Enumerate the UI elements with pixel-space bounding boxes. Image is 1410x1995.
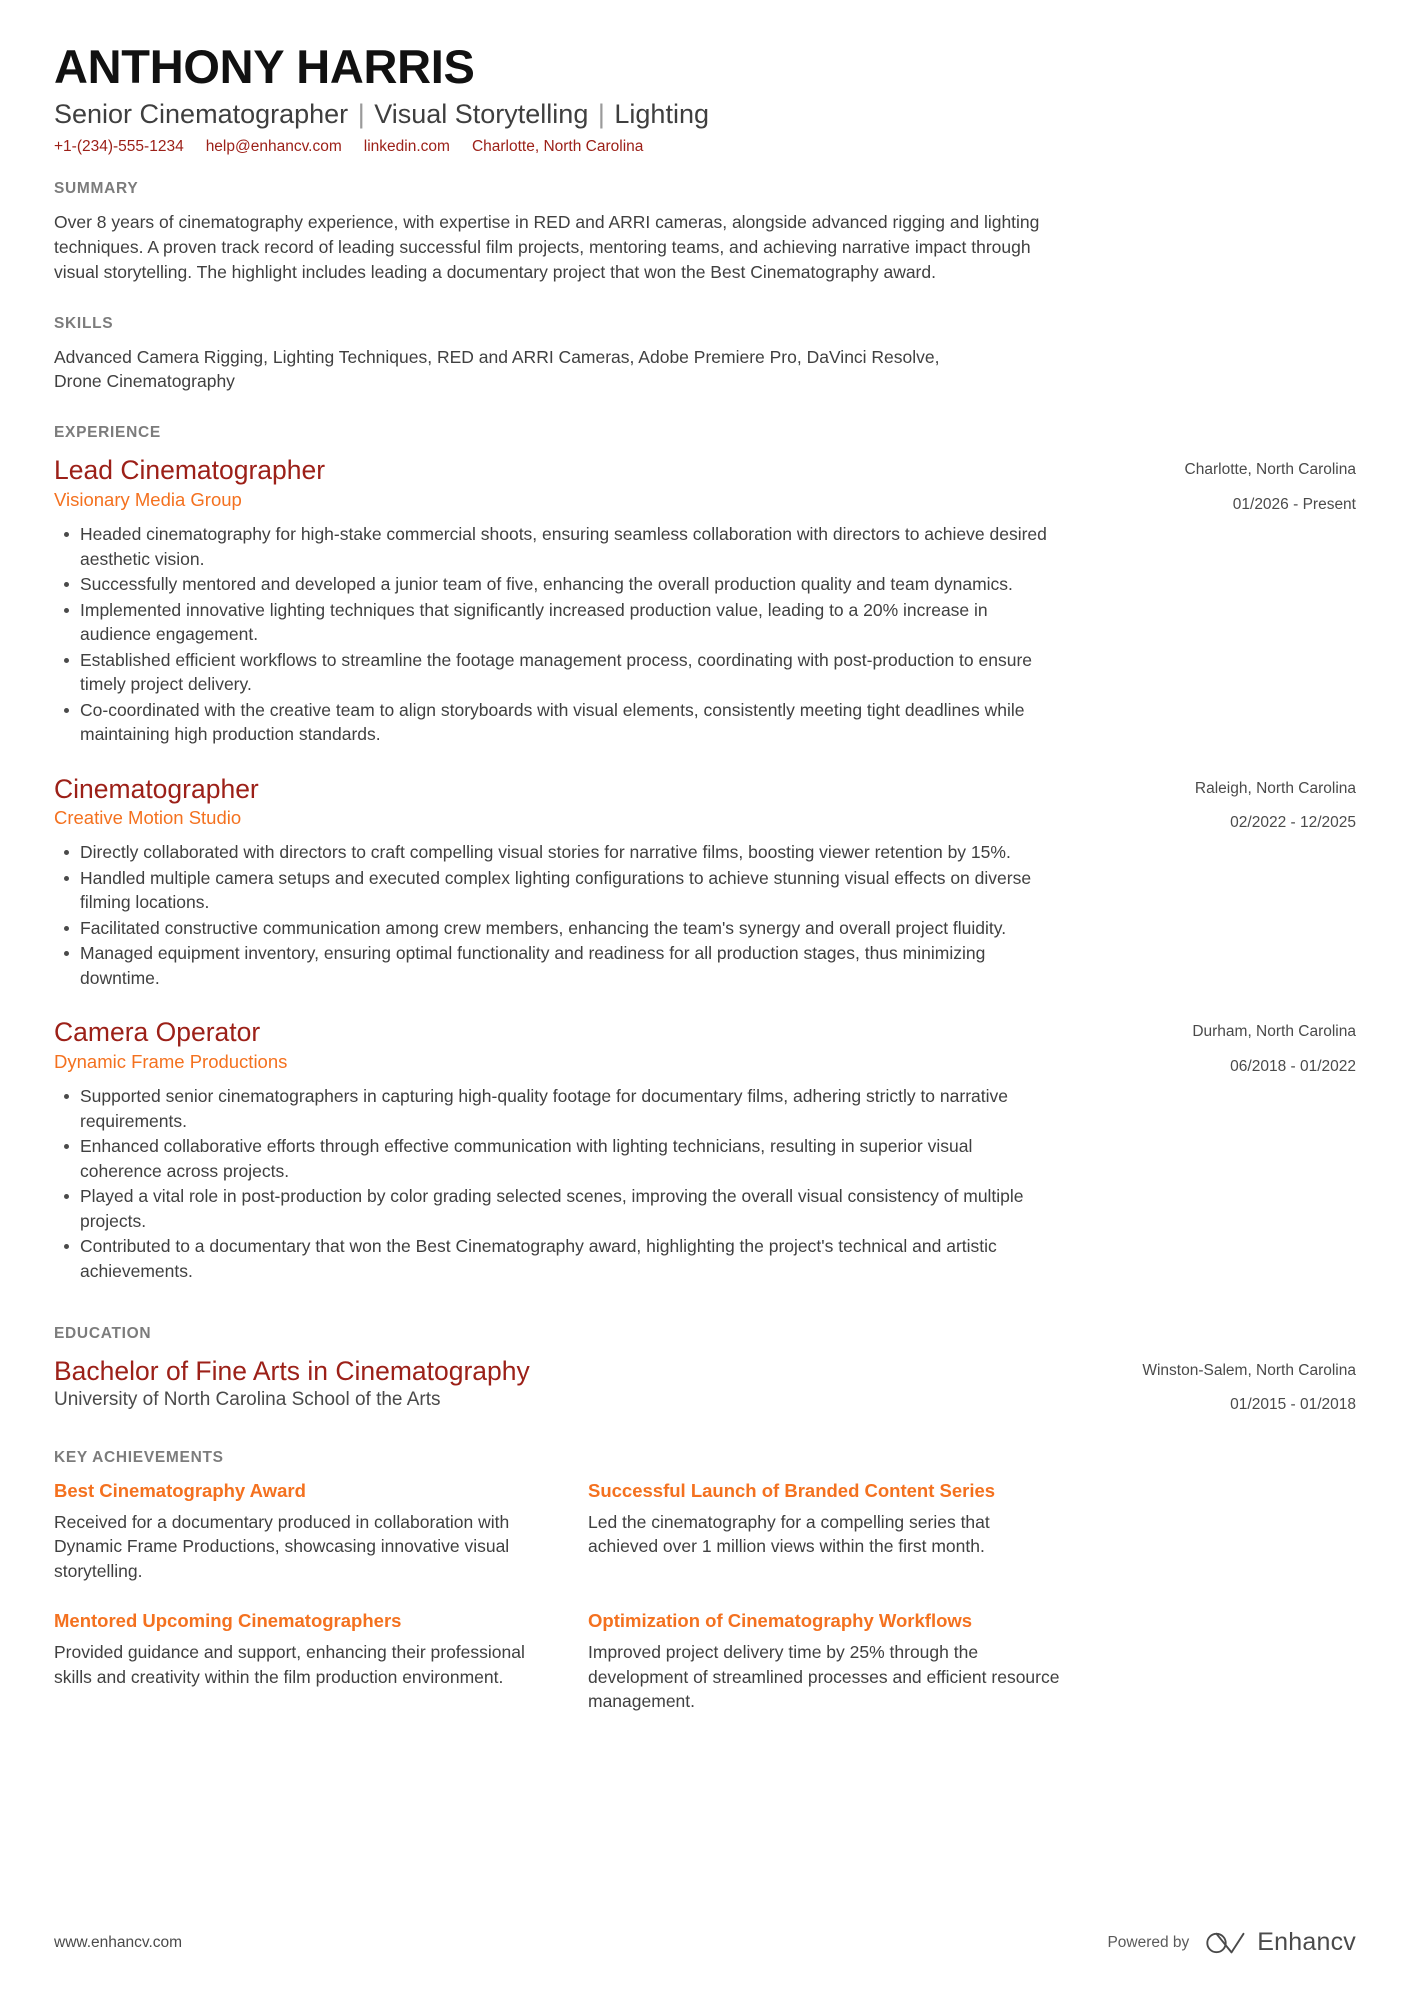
list-item: Contributed to a documentary that won the Best Cinematography award, highlighting the project's technical and artistic achievements. [54,1234,1054,1283]
enhancv-brand-name: Enhancv [1257,1928,1356,1956]
contact-row [54,138,1356,156]
experience-bullet-list [54,840,1356,990]
headline-part-0: Senior Cinematographer [54,98,349,129]
page-footer [54,1928,1356,1957]
list-item: Supported senior cinematographers in capturing high-quality footage for documentary films, adhering strictly to narrative requirements. [54,1084,1054,1133]
experience-entry-header [54,1016,1356,1076]
enhancv-infinity-logo-icon [1205,1930,1247,1956]
candidate-headline [54,98,1356,131]
powered-by-block [1107,1928,1356,1957]
list-item: Implemented innovative lighting techniques that significantly increased production value, leading to a 20% increase in audience engagement. [54,598,1054,647]
skills-text: Advanced Camera Rigging, Lighting Techniques, RED and ARRI Cameras, Adobe Premiere Pro, DaVinci Resolve, Drone Cinematography [54,346,940,392]
resume-header [54,40,1356,156]
experience-entry-header [54,454,1356,514]
experience-entry-header [54,773,1356,833]
experience-location: Durham, North Carolina [1192,1023,1356,1041]
list-item: Played a vital role in post-production by color grading selected scenes, improving the overall visual consistency of multiple projects. [54,1184,1054,1233]
list-item: Co-coordinated with the creative team to align storyboards with visual elements, consistently meeting tight deadlines while maintaining high production standards. [54,698,1054,747]
key-achievement-title: Best Cinematography Award [54,1479,306,1501]
summary-text: Over 8 years of cinematography experience, with expertise in RED and ARRI cameras, alongside advanced rigging and lighting techniques. A proven track record of leading successful film projects, mentoring teams, and achieving narrative impact through visual storytelling. The highlight includes leading a documentary project that won the Best Cinematography award. [54,212,1040,282]
headline-part-2: Lighting [614,98,709,129]
key-achievement-description: Led the cinematography for a compelling series that achieved over 1 million views within the first month. [588,1511,990,1557]
experience-company: Visionary Media Group [54,488,242,510]
section-skills [54,315,1356,395]
headline-separator-icon: | [597,98,605,129]
list-item: Directly collaborated with directors to craft compelling visual stories for narrative films, boosting viewer retention by 15%. [54,840,1054,865]
key-achievement-title: Successful Launch of Branded Content Series [588,1479,996,1501]
footer-website-url[interactable]: www.enhancv.com [54,1933,183,1951]
experience-dates: 02/2022 - 12/2025 [1230,813,1356,831]
contact-location: Charlotte, North Carolina [471,138,644,156]
experience-location: Charlotte, North Carolina [1184,461,1356,479]
key-achievement-item [54,1479,530,1584]
key-achievements-grid [54,1479,1064,1714]
experience-dates: 01/2026 - Present [1232,495,1356,513]
list-item: Facilitated constructive communication among crew members, enhancing the team's synergy and overall project fluidity. [54,916,1054,941]
experience-entry [54,773,1356,991]
experience-job-title: Camera Operator [54,1017,261,1048]
headline-separator-icon: | [357,98,365,129]
education-entry-header [54,1355,1356,1415]
contact-email[interactable]: help@enhancv.com [205,138,342,156]
list-item: Enhanced collaborative efforts through effective communication with lighting technicians, resulting in superior visual coherence across projects. [54,1134,1054,1183]
list-item: Established efficient workflows to streamline the footage management process, coordinating with post-production to ensure timely project delivery. [54,648,1054,697]
section-education [54,1325,1356,1415]
section-heading-key-achievements: KEY ACHIEVEMENTS [54,1448,224,1466]
experience-company: Creative Motion Studio [54,806,242,828]
key-achievement-title: Optimization of Cinematography Workflows [588,1610,973,1632]
experience-job-title: Lead Cinematographer [54,455,326,486]
section-summary [54,180,1356,285]
list-item: Managed equipment inventory, ensuring optimal functionality and readiness for all production stages, thus minimizing downtime. [54,941,1054,990]
section-heading-summary: SUMMARY [54,180,139,198]
section-key-achievements [54,1449,1356,1714]
experience-entry [54,1016,1356,1283]
contact-phone[interactable]: +1-(234)-555-1234 [54,138,184,156]
list-item: Handled multiple camera setups and executed complex lighting configurations to achieve stunning visual effects on diverse filming locations. [54,866,1054,915]
section-heading-experience: EXPERIENCE [54,424,161,442]
education-location: Winston-Salem, North Carolina [1142,1362,1356,1380]
experience-entry [54,454,1356,746]
experience-job-title: Cinematographer [54,773,259,804]
enhancv-brand[interactable] [1205,1928,1356,1957]
list-item: Successfully mentored and developed a junior team of five, enhancing the overall production quality and team dynamics. [54,572,1054,597]
key-achievement-description: Improved project delivery time by 25% through the development of streamlined processes and efficient resource management. [588,1642,1060,1712]
section-heading-skills: SKILLS [54,314,114,332]
education-degree: Bachelor of Fine Arts in Cinematography [54,1356,530,1387]
candidate-name: ANTHONY HARRIS [54,40,475,93]
experience-bullet-list [54,1084,1356,1283]
key-achievement-item [588,1479,1064,1584]
section-heading-education: EDUCATION [54,1325,152,1343]
experience-dates: 06/2018 - 01/2022 [1230,1057,1356,1075]
headline-part-1: Visual Storytelling [374,98,589,129]
key-achievement-description: Received for a documentary produced in collaboration with Dynamic Frame Productions, showcasing innovative visual storytelling. [54,1511,510,1581]
education-school: University of North Carolina School of the Arts [54,1389,441,1411]
key-achievement-item [54,1609,530,1714]
powered-by-label: Powered by [1107,1933,1190,1951]
contact-linkedin[interactable]: linkedin.com [363,138,450,156]
education-dates: 01/2015 - 01/2018 [1230,1396,1356,1414]
key-achievement-description: Provided guidance and support, enhancing their professional skills and creativity within the film production environment. [54,1642,525,1687]
experience-bullet-list [54,522,1356,747]
experience-location: Raleigh, North Carolina [1194,779,1356,797]
section-experience [54,424,1356,1283]
list-item: Headed cinematography for high-stake commercial shoots, ensuring seamless collaboration with directors to achieve desired aesthetic vision. [54,522,1054,571]
education-entry [54,1355,1356,1415]
key-achievement-item [588,1609,1064,1714]
experience-company: Dynamic Frame Productions [54,1050,288,1072]
key-achievement-title: Mentored Upcoming Cinematographers [54,1610,402,1632]
